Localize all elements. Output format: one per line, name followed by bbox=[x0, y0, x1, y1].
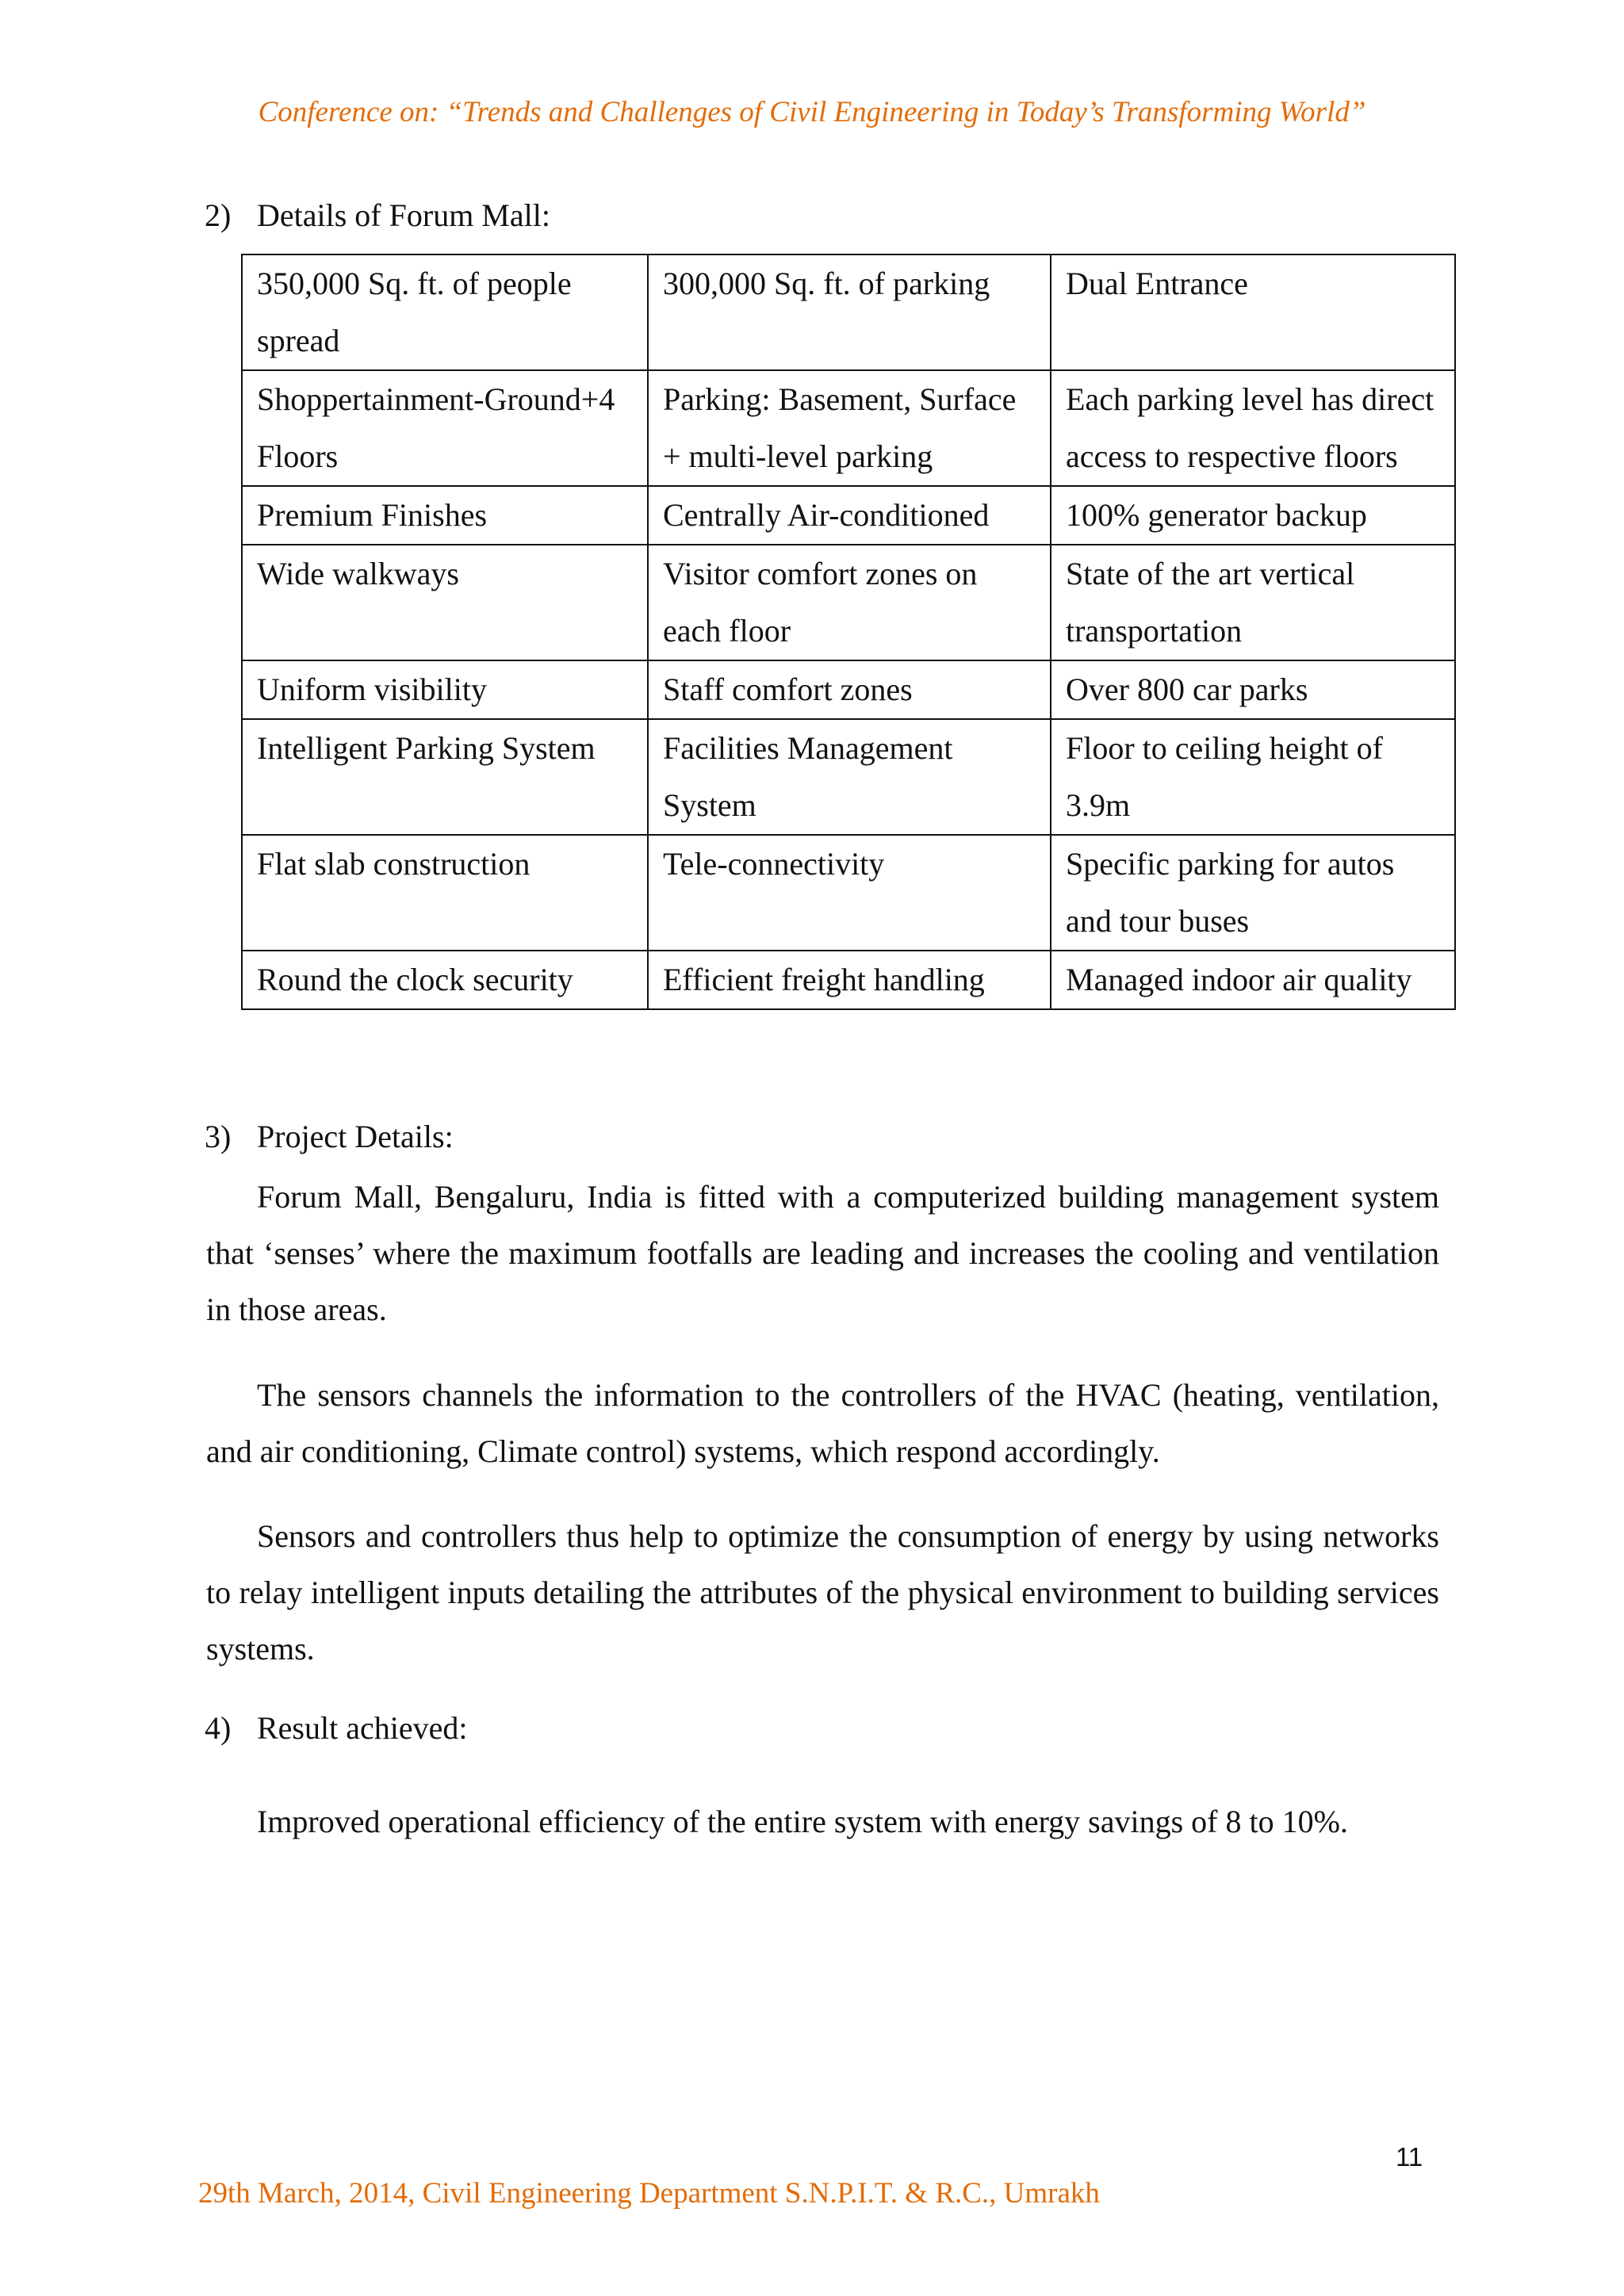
section-title: Details of Forum Mall: bbox=[257, 197, 550, 233]
table-cell: Shoppertainment-Ground+4 Floors bbox=[242, 370, 648, 486]
forum-mall-details-table bbox=[241, 254, 1456, 1010]
table-cell: Round the clock security bbox=[242, 951, 648, 1009]
footer-text: 29th March, 2014, Civil Engineering Department S.N.P.I.T. & R.C., Umrakh bbox=[198, 2177, 1100, 2210]
table-cell: Managed indoor air quality bbox=[1051, 951, 1455, 1009]
table-row bbox=[242, 951, 1455, 1009]
project-details-paragraph: Sensors and controllers thus help to optimize the consumption of energy by using networks to relay intelligent inputs detailing the attributes of the physical environment to building services systems. bbox=[206, 1518, 1439, 1667]
table-cell: Facilities Management System bbox=[648, 719, 1051, 835]
table-cell: Floor to ceiling height of 3.9m bbox=[1051, 719, 1455, 835]
section-title: Project Details: bbox=[257, 1119, 454, 1154]
table-cell: 350,000 Sq. ft. of people spread bbox=[242, 254, 648, 370]
conference-header: Conference on: “Trends and Challenges of Civil Engineering in Today’s Transforming World” bbox=[258, 96, 1366, 128]
table-cell: Efficient freight handling bbox=[648, 951, 1051, 1009]
table-row bbox=[242, 486, 1455, 545]
table-cell: Staff comfort zones bbox=[648, 660, 1051, 719]
table-cell: Uniform visibility bbox=[242, 660, 648, 719]
section-number: 3) bbox=[205, 1119, 232, 1154]
table-cell: Parking: Basement, Surface + multi-level parking bbox=[648, 370, 1051, 486]
section-number: 2) bbox=[205, 197, 232, 233]
table-cell: Specific parking for autos and tour buses bbox=[1051, 835, 1455, 951]
table-cell: Visitor comfort zones on each floor bbox=[648, 545, 1051, 660]
table-cell: Premium Finishes bbox=[242, 486, 648, 545]
table-cell: Each parking level has direct access to respective floors bbox=[1051, 370, 1455, 486]
table-cell: 300,000 Sq. ft. of parking bbox=[648, 254, 1051, 370]
table-cell: 100% generator backup bbox=[1051, 486, 1455, 545]
table-cell: Intelligent Parking System bbox=[242, 719, 648, 835]
table-cell: Over 800 car parks bbox=[1051, 660, 1455, 719]
table-row bbox=[242, 370, 1455, 486]
section-4-heading bbox=[205, 1709, 467, 1747]
section-title: Result achieved: bbox=[257, 1710, 468, 1746]
table-cell: Flat slab construction bbox=[242, 835, 648, 951]
table-cell: Wide walkways bbox=[242, 545, 648, 660]
table-row bbox=[242, 660, 1455, 719]
table-row bbox=[242, 545, 1455, 660]
table-cell: Centrally Air-conditioned bbox=[648, 486, 1051, 545]
table-row bbox=[242, 835, 1455, 951]
page-number: 11 bbox=[1396, 2142, 1423, 2172]
section-number: 4) bbox=[205, 1710, 232, 1746]
project-details-paragraph: The sensors channels the information to the controllers of the HVAC (heating, ventilation, and air conditioning, Climate control) systems, which respond accordingly. bbox=[206, 1377, 1439, 1469]
table-cell: Tele-connectivity bbox=[648, 835, 1051, 951]
table-row bbox=[242, 254, 1455, 370]
table-cell: Dual Entrance bbox=[1051, 254, 1455, 370]
project-details-paragraph: Forum Mall, Bengaluru, India is fitted with a computerized building management system that ‘senses’ where the maximum footfalls are leading and increases the cooling and ventilation in those areas. bbox=[206, 1179, 1439, 1327]
section-2-heading bbox=[205, 197, 550, 234]
table-cell: State of the art vertical transportation bbox=[1051, 545, 1455, 660]
table-row bbox=[242, 719, 1455, 835]
section-3-heading bbox=[205, 1118, 454, 1155]
result-paragraph: Improved operational efficiency of the entire system with energy savings of 8 to 10%. bbox=[257, 1804, 1348, 1839]
